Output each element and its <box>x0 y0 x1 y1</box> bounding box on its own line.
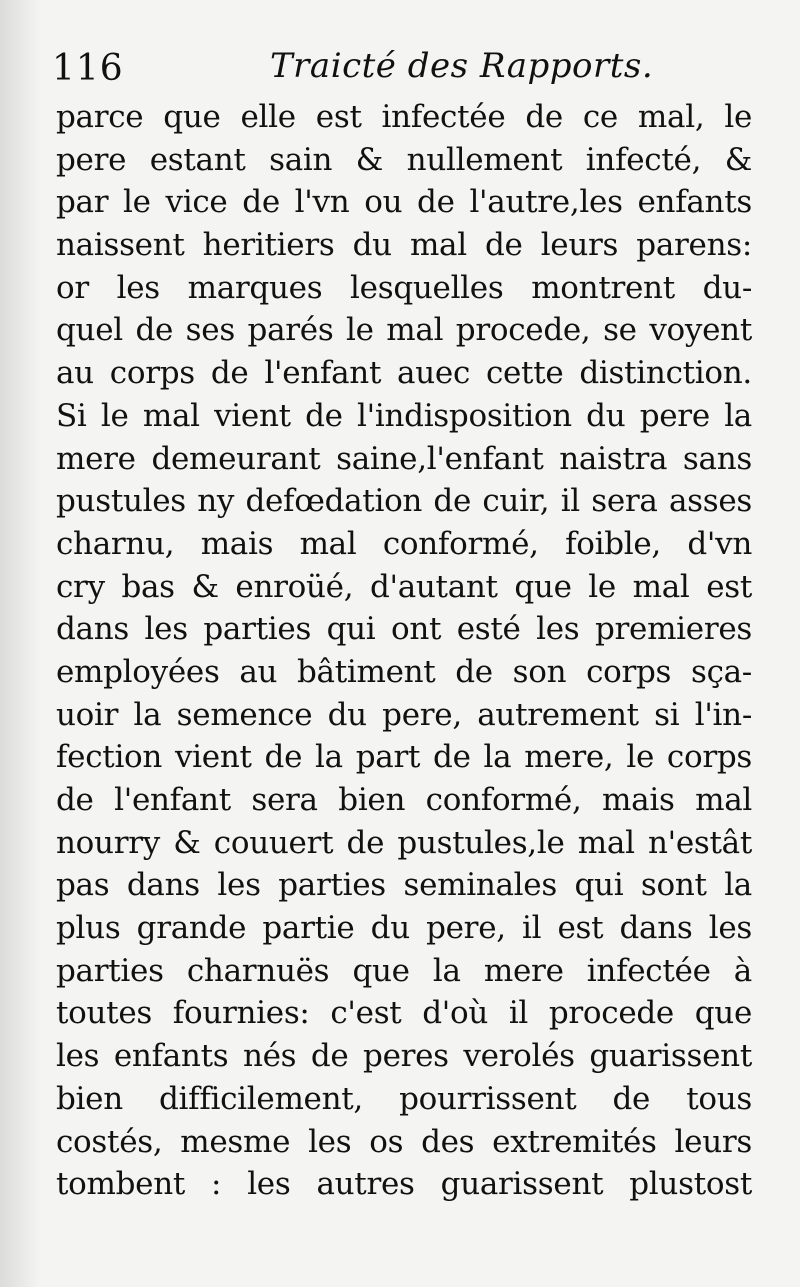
text-line: parce que elle est infectée de ce mal, le <box>56 99 752 135</box>
text-line: or les marques lesquelles montrent du- <box>56 269 752 306</box>
text-line: les enfants nés de peres verolés guarissent <box>56 1038 752 1075</box>
text-line: parties charnuës que la mere infectée à <box>56 952 752 989</box>
body-text <box>56 96 752 1206</box>
text-line: pas dans les parties seminales qui sont la <box>56 867 752 904</box>
page-number: 116 <box>52 48 124 89</box>
text-line: fection vient de la part de la mere, le corps <box>56 739 752 776</box>
text-line: par le vice de l'vn ou de l'autre,les enfants <box>56 184 752 221</box>
running-title: Traicté des Rapports. <box>270 46 654 86</box>
page-header <box>52 42 740 92</box>
text-line: au corps de l'enfant auec cette distinction. <box>56 355 752 392</box>
text-line: charnu, mais mal conformé, foible, d'vn <box>56 525 752 562</box>
text-line: mere demeurant saine,l'enfant naistra sans <box>56 440 752 477</box>
text-line: de l'enfant sera bien conformé, mais mal <box>56 782 752 818</box>
text-line: pere estant sain & nullement infecté, & <box>56 141 752 178</box>
text-line: uoir la semence du pere, autrement si l'in- <box>56 696 752 733</box>
text-line: pustules ny defœdation de cuir, il sera asses <box>56 483 752 520</box>
text-line: nourry & couuert de pustules,le mal n'estât <box>56 824 752 861</box>
text-line: employées au bâtiment de son corps sça- <box>56 653 752 690</box>
text-line: Si le mal vient de l'indisposition du pere la <box>56 397 752 434</box>
text-line: costés, mesme les os des extremités leurs <box>56 1123 752 1160</box>
text-line: quel de ses parés le mal procede, se voyent <box>56 312 752 349</box>
text-line: toutes fournies: c'est d'où il procede que <box>56 995 752 1032</box>
text-line: plus grande partie du pere, il est dans les <box>56 910 752 947</box>
text-line: dans les parties qui ont esté les premieres <box>56 611 752 648</box>
text-line: naissent heritiers du mal de leurs parens: <box>56 227 752 264</box>
text-line: cry bas & enroüé, d'autant que le mal est <box>56 568 752 605</box>
text-line: tombent : les autres guarissent plustost <box>56 1166 752 1203</box>
text-line: bien difficilement, pourrissent de tous <box>56 1080 752 1117</box>
